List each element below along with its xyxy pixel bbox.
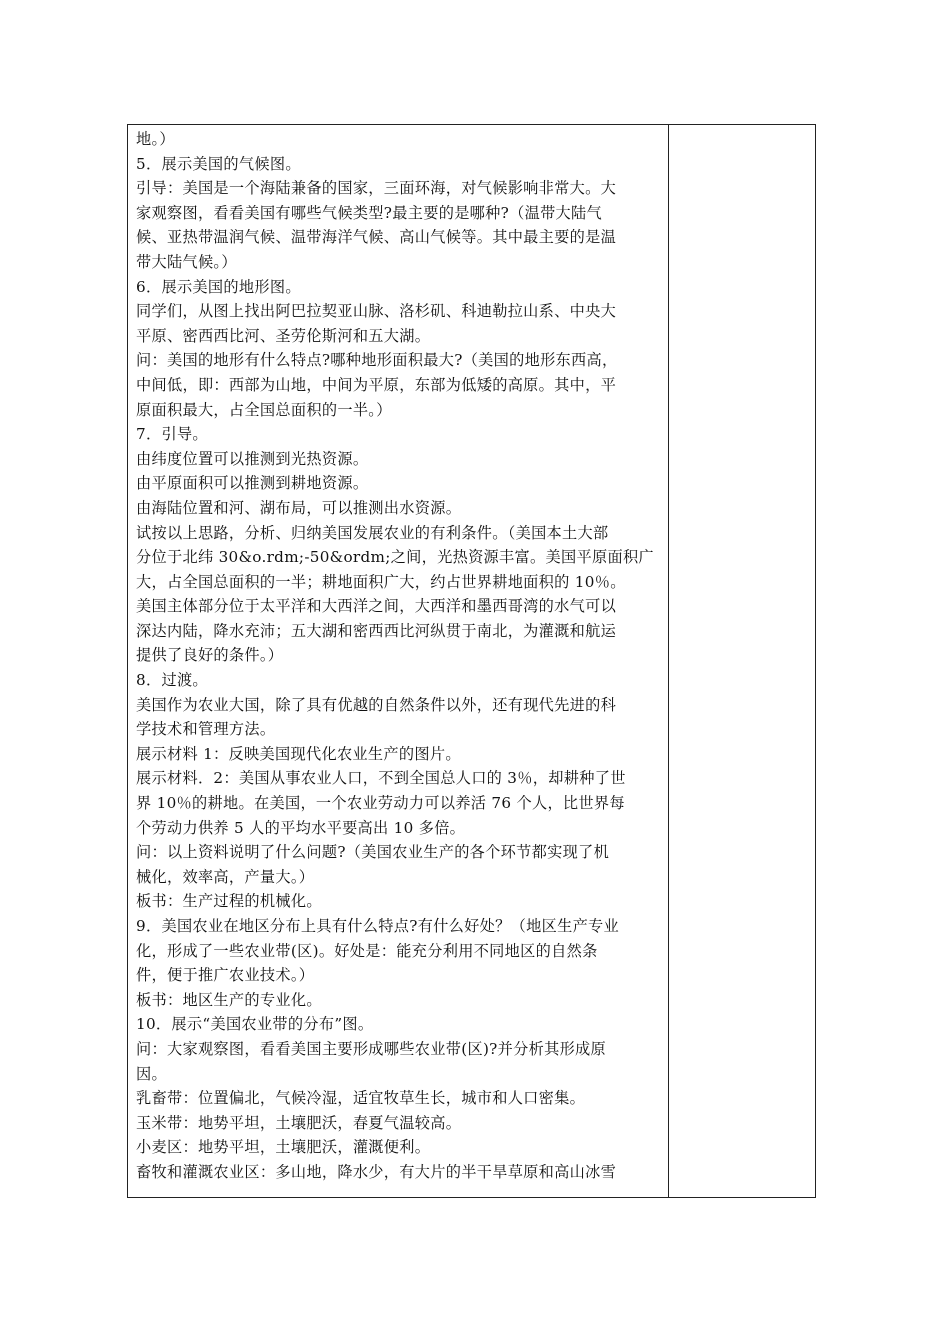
text-line: 界 10％的耕地。在美国，一个农业劳动力可以养活 76 个人，比世界每 (136, 794, 625, 813)
document-table (127, 124, 816, 1198)
text-line: 玉米带：地势平坦，土壤肥沃，春夏气温较高。 (136, 1113, 462, 1132)
text-line: 引导：美国是一个海陆兼备的国家，三面环海，对气候影响非常大。大 (136, 179, 617, 198)
lesson-content-cell (128, 125, 669, 1197)
text-line: 由海陆位置和河、湖布局，可以推测出水资源。 (136, 498, 462, 517)
text-line: 分位于北纬 30&o.rdm;-50&ordm;之间，光热资源丰富。美国平原面积广 (136, 548, 654, 567)
text-line: 板书：生产过程的机械化。 (136, 892, 322, 911)
text-line: 展示材料．2：美国从事农业人口，不到全国总人口的 3％，却耕种了世 (136, 769, 626, 788)
text-line: 大，占全国总面积的一半；耕地面积广大，约占世界耕地面积的 10％。 (136, 572, 626, 591)
text-line: 因。 (136, 1064, 167, 1083)
text-line: 同学们，从图上找出阿巴拉契亚山脉、洛杉矶、科迪勒拉山系、中央大 (136, 302, 617, 321)
text-line: 10．展示“美国农业带的分布”图。 (136, 1015, 374, 1034)
text-line: 平原、密西西比河、圣劳伦斯河和五大湖。 (136, 326, 431, 345)
text-line: 问：以上资料说明了什么问题?（美国农业生产的各个环节都实现了机 (136, 843, 610, 862)
text-line: 候、亚热带温润气候、温带海洋气候、高山气候等。其中最主要的是温 (136, 228, 617, 247)
text-line: 试按以上思路，分析、归纳美国发展农业的有利条件。（美国本土大部 (136, 523, 609, 542)
text-line: 6．展示美国的地形图。 (136, 277, 301, 296)
text-line: 由平原面积可以推测到耕地资源。 (136, 474, 369, 493)
text-line: 深达内陆，降水充沛；五大湖和密西西比河纵贯于南北，为灌溉和航运 (136, 621, 617, 640)
text-line: 展示材料 1：反映美国现代化农业生产的图片。 (136, 744, 461, 763)
text-line: 原面积最大，占全国总面积的一半。） (136, 400, 392, 419)
text-line: 由纬度位置可以推测到光热资源。 (136, 449, 369, 468)
text-line: 美国主体部分位于太平洋和大西洋之间，大西洋和墨西哥湾的水气可以 (136, 597, 617, 616)
text-line: 板书：地区生产的专业化。 (136, 990, 322, 1009)
text-line: 带大陆气候。） (136, 252, 237, 271)
text-line: 家观察图，看看美国有哪些气候类型?最主要的是哪种?（温带大陆气 (136, 203, 603, 222)
text-line: 个劳动力供养 5 人的平均水平要高出 10 多倍。 (136, 818, 466, 837)
text-line: 小麦区：地势平坦，土壤肥沃，灌溉便利。 (136, 1138, 431, 1157)
text-line: 乳畜带：位置偏北，气候冷湿，适宜牧草生长，城市和人口密集。 (136, 1089, 586, 1108)
text-line: 地。） (136, 130, 175, 148)
text-line: 学技术和管理方法。 (136, 720, 276, 739)
text-line: 7．引导。 (136, 425, 208, 444)
text-line: 美国作为农业大国，除了具有优越的自然条件以外，还有现代先进的科 (136, 695, 617, 714)
text-line: 中间低，即：西部为山地，中间为平原，东部为低矮的高原。其中，平 (136, 375, 617, 394)
text-line: 问：大家观察图，看看美国主要形成哪些农业带(区)?并分析其形成原 (136, 1039, 607, 1058)
notes-cell (669, 125, 815, 1197)
text-line: 械化，效率高，产量大。） (136, 867, 315, 886)
text-line: 5．展示美国的气候图。 (136, 154, 301, 173)
text-line: 提供了良好的条件。） (136, 646, 284, 665)
text-line: 畜牧和灌溉农业区：多山地，降水少，有大片的半干旱草原和高山冰雪 (136, 1162, 617, 1181)
text-line: 9．美国农业在地区分布上具有什么特点?有什么好处？（地区生产专业 (136, 917, 620, 935)
text-line: 件，便于推广农业技术。） (136, 966, 315, 985)
text-line: 8．过渡。 (136, 671, 208, 690)
text-line: 化，形成了一些农业带(区)。好处是：能充分利用不同地区的自然条 (136, 941, 598, 960)
text-line: 问：美国的地形有什么特点?哪种地形面积最大?（美国的地形东西高， (136, 351, 618, 370)
